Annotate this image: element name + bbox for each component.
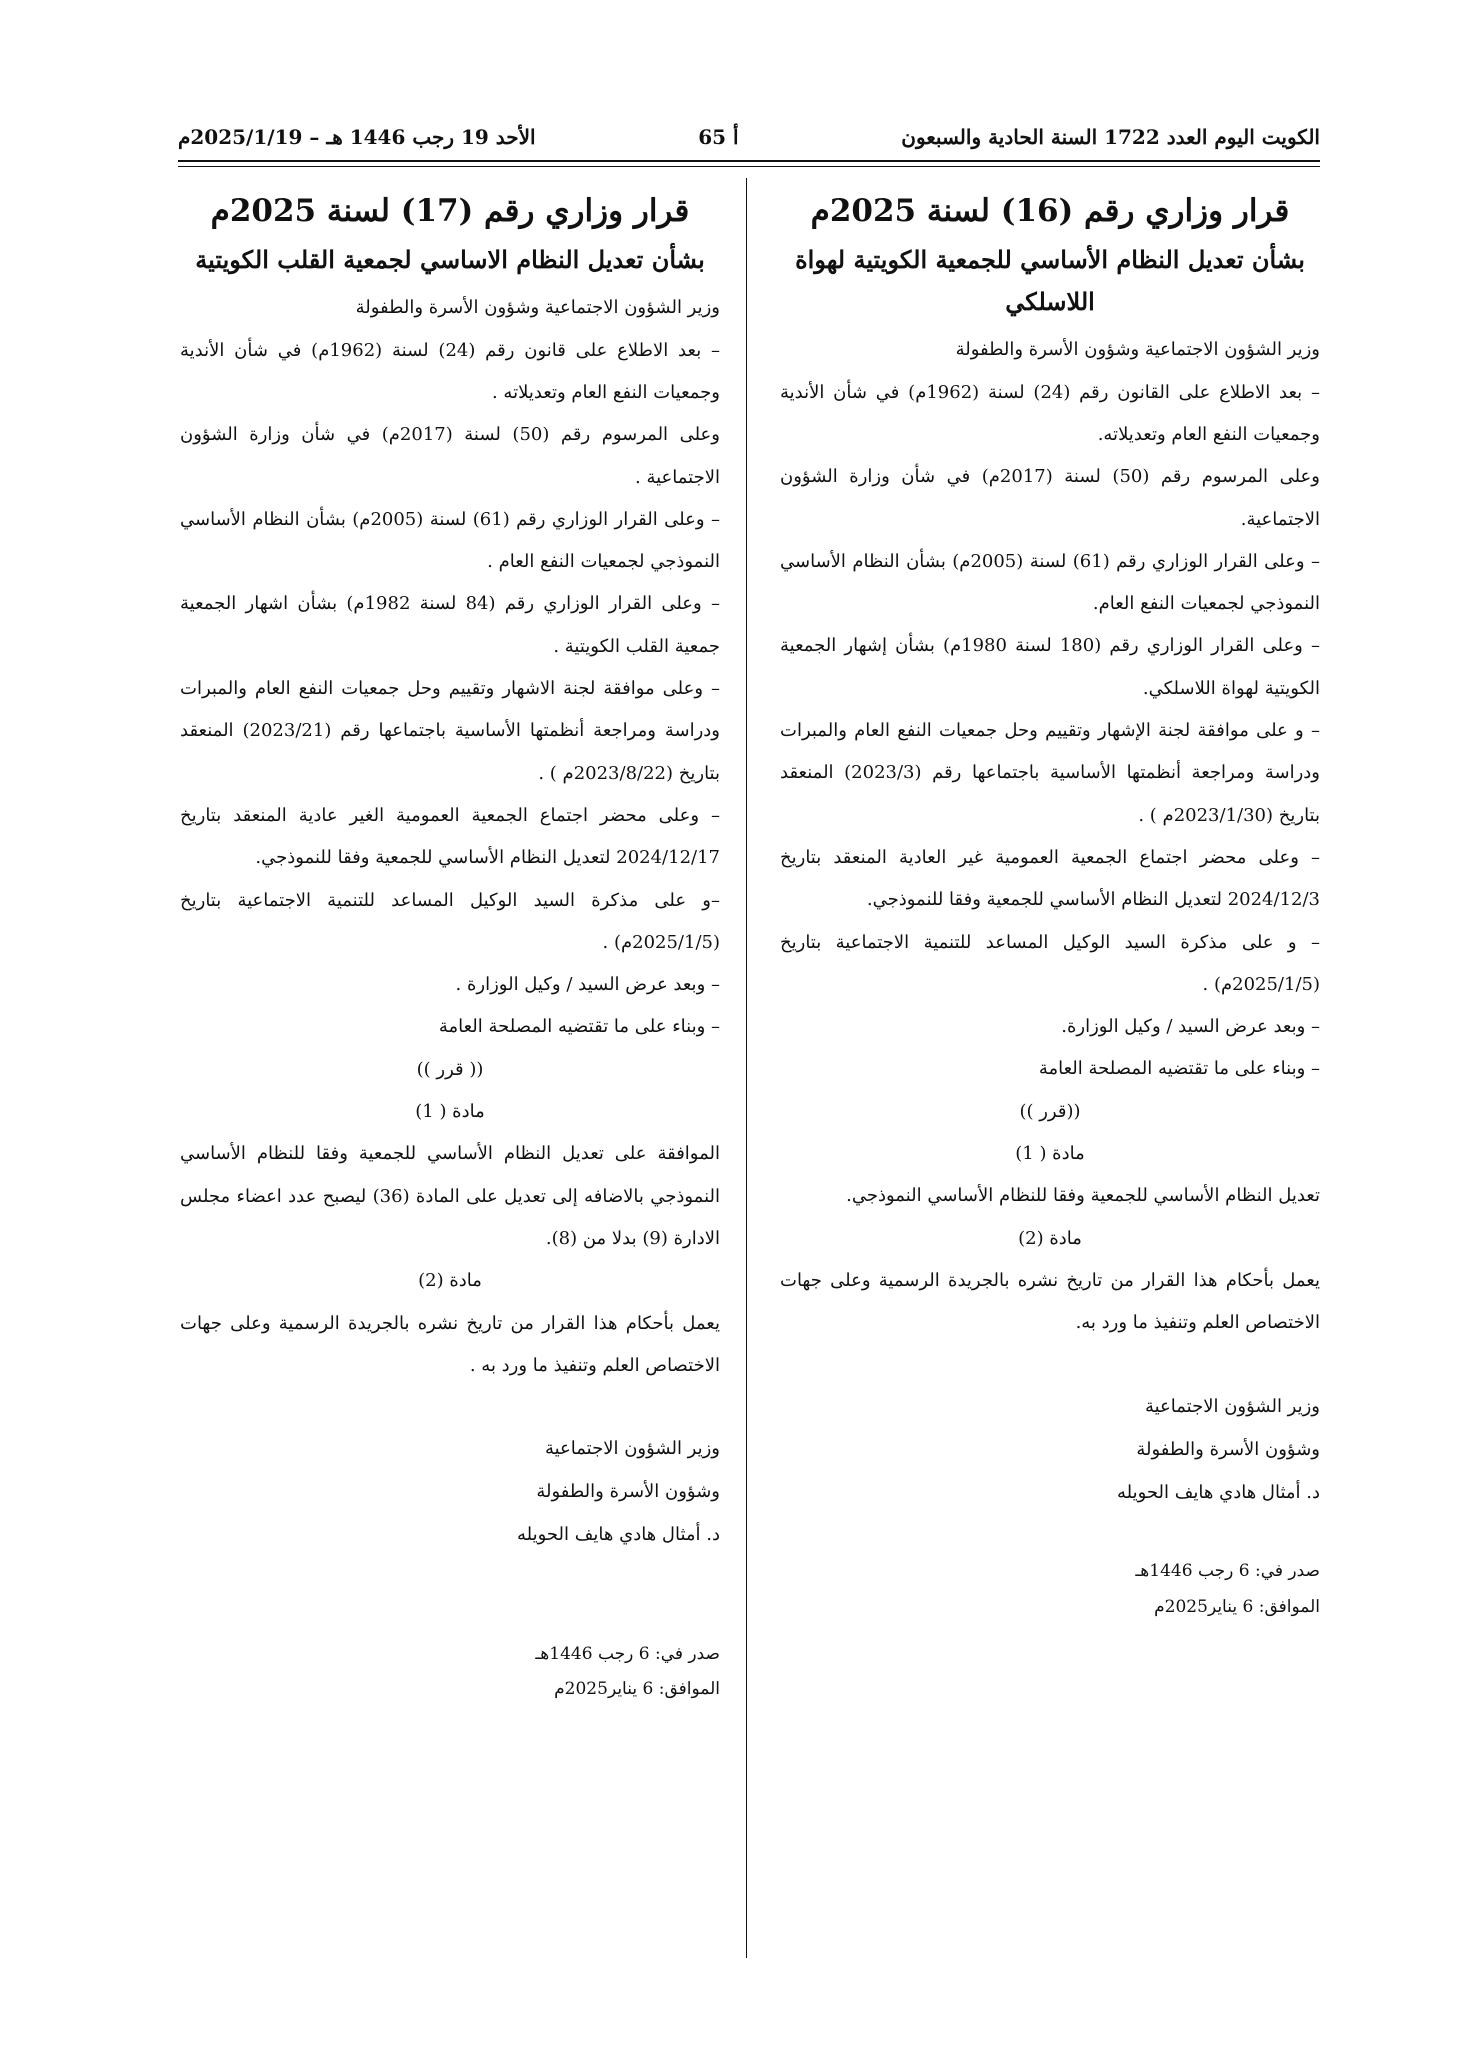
- preamble-line: وعلى المرسوم رقم (50) لسنة (2017م) في شأن وزارة الشؤون الاجتماعية .: [180, 424, 720, 488]
- preamble-line: – بعد الاطلاع على قانون رقم (24) لسنة (1962م) في شأن الأندية وجمعيات النفع العام وتعديلاته .: [180, 339, 720, 403]
- preamble-line: – وبعد عرض السيد / وكيل الوزارة.: [1061, 1016, 1320, 1038]
- header-issue-info: الكويت اليوم العدد 1722 السنة الحادية والسبعون: [901, 125, 1320, 149]
- header-rule-thick: [178, 160, 1320, 162]
- preamble-line: – وعلى القرار الوزاري رقم (180 لسنة 1980م) بشأن إشهار الجمعية الكويتية لهواة اللاسلكي.: [780, 635, 1320, 699]
- decided-heading: (( قرر )): [416, 1058, 484, 1080]
- preamble-line: – بعد الاطلاع على القانون رقم (24) لسنة (1962م) في شأن الأندية وجمعيات النفع العام وتعديلاته.: [780, 381, 1320, 445]
- preamble-line: – وبناء على ما تقتضيه المصلحة العامة: [438, 1016, 720, 1038]
- preamble-line: – و على مذكرة السيد الوكيل المساعد للتنمية الاجتماعية بتاريخ (2025/1/5م) .: [780, 931, 1320, 995]
- signature-name: د. أمثال هادي هايف الحويله: [517, 1524, 720, 1546]
- preamble-line: – وعلى القرار الوزاري رقم (84 لسنة 1982م) بشأن اشهار الجمعية جمعية القلب الكويتية .: [180, 593, 721, 657]
- signature-line: وزير الشؤون الاجتماعية: [1144, 1395, 1320, 1417]
- preamble-line: – وعلى موافقة لجنة الاشهار وتقييم وحل جمعيات النفع العام والمبرات ودراسة ومراجعة أنظمتها الأساسية باجتماعها رقم (2023/21) المنعقد بتاريخ (2023/8/22م ) .: [180, 678, 720, 784]
- preamble-line: وزير الشؤون الاجتماعية وشؤون الأسرة والطفولة: [355, 297, 720, 319]
- issued-hijri: صدر في: 6 رجب 1446هـ: [1135, 1561, 1320, 1582]
- decision-16-subtitle: بشأن تعديل النظام الأساسي للجمعية الكويتية لهواة اللاسلكي: [795, 245, 1305, 317]
- header-rule-thin: [178, 166, 1320, 167]
- preamble-line: –و على مذكرة السيد الوكيل المساعد للتنمية الاجتماعية بتاريخ (2025/1/5م) .: [180, 889, 720, 953]
- decision-17-title: قرار وزاري رقم (17) لسنة 2025م: [210, 193, 690, 229]
- preamble-line: – و على موافقة لجنة الإشهار وتقييم وحل جمعيات النفع العام والمبرات ودراسة ومراجعة أنظمتها الأساسية باجتماعها رقم (2023/3) المنعقد بتاريخ (2023/1/30م ) .: [780, 720, 1320, 826]
- article-1-heading: مادة ( 1): [415, 1101, 485, 1123]
- preamble-line: – وعلى القرار الوزاري رقم (61) لسنة (2005م) بشأن النظام الأساسي النموذجي لجمعيات النفع العام.: [780, 550, 1320, 615]
- preamble-line: – وعلى محضر اجتماع الجمعية العمومية غير العادية المنعقد بتاريخ 2024/12/3 لتعديل النظام الأساسي للجمعية وفقا للنموذجي.: [780, 846, 1320, 911]
- signature-name: د. أمثال هادي هايف الحويله: [1117, 1481, 1320, 1503]
- issue-date-block: [180, 1637, 720, 1708]
- preamble-line: – وبعد عرض السيد / وكيل الوزارة .: [455, 974, 720, 996]
- decided-heading: ((قرر )): [1019, 1100, 1081, 1122]
- header-page-number: أ 65: [698, 125, 739, 149]
- minister-signature-block: [180, 1427, 720, 1557]
- decision-16-title: قرار وزاري رقم (16) لسنة 2025م: [810, 193, 1290, 229]
- preamble-line: – وعلى القرار الوزاري رقم (61) لسنة (2005م) بشأن النظام الأساسي النموذجي لجمعيات النفع العام .: [180, 508, 720, 573]
- preamble-line: – وعلى محضر اجتماع الجمعية العمومية الغير عادية المنعقد بتاريخ 2024/12/17 لتعديل النظام الأساسي للجمعية وفقا للنموذجي.: [180, 804, 720, 869]
- decision-17-column: [180, 190, 720, 1708]
- signature-line: وشؤون الأسرة والطفولة: [536, 1481, 720, 1503]
- minister-signature-block: [780, 1385, 1320, 1515]
- issued-hijri: صدر في: 6 رجب 1446هـ: [535, 1643, 720, 1664]
- article-2-text: يعمل بأحكام هذا القرار من تاريخ نشره بالجريدة الرسمية وعلى جهات الاختصاص العلم وتنفيذ ما ورد به .: [180, 1312, 720, 1376]
- preamble-line: وعلى المرسوم رقم (50) لسنة (2017م) في شأن وزارة الشؤون الاجتماعية.: [780, 466, 1320, 530]
- column-divider: [746, 178, 747, 1958]
- issue-date-block: [780, 1554, 1320, 1625]
- preamble-line: – وبناء على ما تقتضيه المصلحة العامة: [1038, 1058, 1320, 1080]
- decision-17-subtitle: بشأن تعديل النظام الاساسي لجمعية القلب الكويتية: [195, 245, 705, 275]
- page-header: [178, 122, 1320, 152]
- signature-line: وشؤون الأسرة والطفولة: [1136, 1438, 1320, 1460]
- article-2-text: يعمل بأحكام هذا القرار من تاريخ نشره بالجريدة الرسمية وعلى جهات الاختصاص العلم وتنفيذ ما ورد به.: [780, 1269, 1320, 1334]
- issued-gregorian: الموافق: 6 يناير2025م: [554, 1679, 720, 1700]
- article-1-text: تعديل النظام الأساسي للجمعية وفقا للنظام الأساسي النموذجي.: [846, 1185, 1320, 1207]
- signature-line: وزير الشؤون الاجتماعية: [544, 1438, 720, 1460]
- header-date: الأحد 19 رجب 1446 هـ – 2025/1/19م: [178, 125, 536, 149]
- article-2-heading: مادة (2): [418, 1270, 482, 1292]
- issued-gregorian: الموافق: 6 يناير2025م: [1154, 1596, 1320, 1617]
- preamble-line: وزير الشؤون الاجتماعية وشؤون الأسرة والطفولة: [955, 339, 1320, 361]
- decision-16-column: [780, 190, 1320, 1625]
- article-2-heading: مادة (2): [1018, 1227, 1082, 1249]
- article-1-text: الموافقة على تعديل النظام الأساسي للجمعية وفقا للنظام الأساسي النموذجي بالاضافه إلى تعديل على المادة (36) ليصبح عدد اعضاء مجلس الادارة (9) بدلا من (8).: [180, 1143, 721, 1249]
- article-1-heading: مادة ( 1): [1015, 1143, 1085, 1165]
